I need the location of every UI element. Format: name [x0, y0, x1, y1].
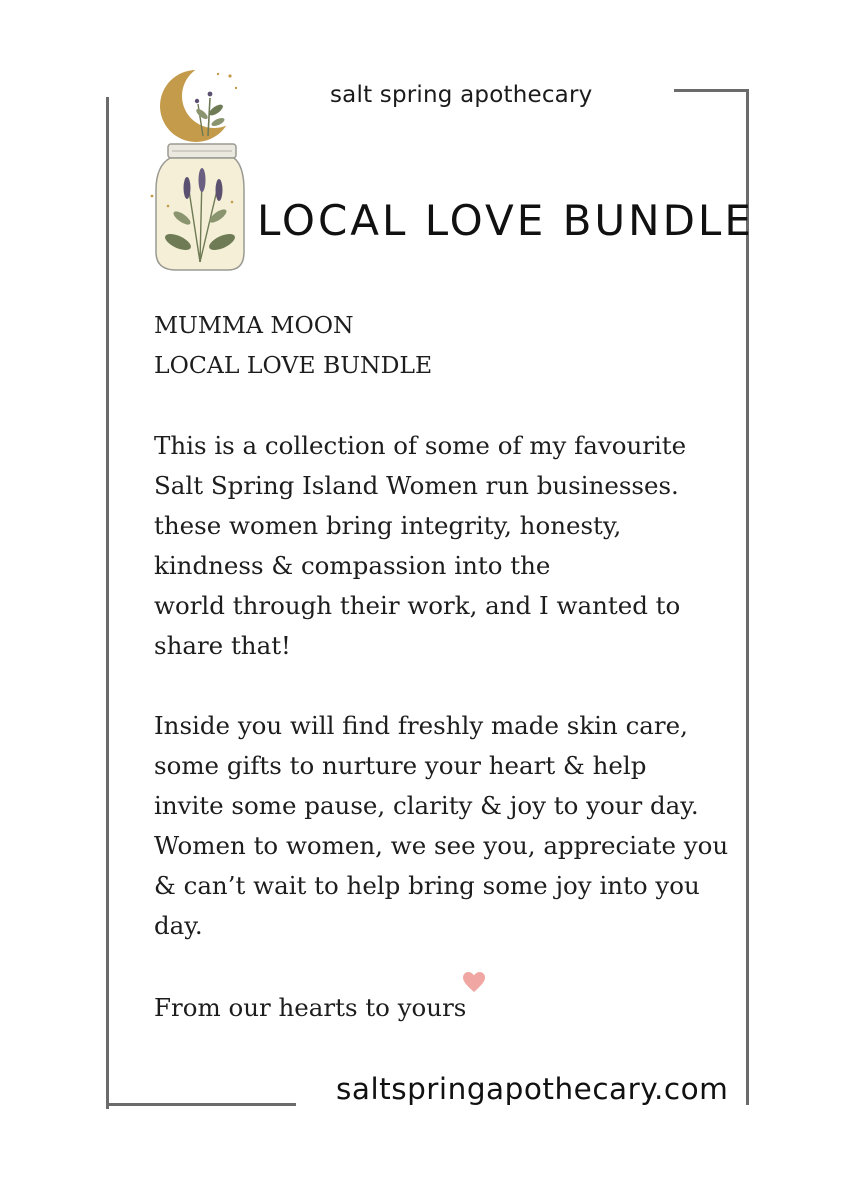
frame-left-line [106, 97, 109, 1109]
paragraph-contents [154, 706, 728, 946]
paragraph-line: & can’t wait to help bring some joy into you [154, 871, 700, 900]
frame-bottom-left-line [106, 1103, 296, 1106]
paragraph-line: invite some pause, clarity & joy to your day. [154, 791, 699, 820]
paragraph-line: Inside you will find freshly made skin care, [154, 711, 688, 740]
paragraph-line: these women bring integrity, honesty, [154, 511, 622, 540]
paragraph-line: day. [154, 911, 203, 940]
paragraph-line: world through their work, and I wanted to [154, 591, 681, 620]
website-url: saltspringapothecary.com [336, 1072, 729, 1106]
frame-top-right-line [674, 89, 749, 92]
paragraph-line: This is a collection of some of my favourite [154, 431, 687, 460]
paragraph-intro [154, 426, 686, 666]
paragraph-line: Salt Spring Island Women run businesses. [154, 471, 679, 500]
paragraph-line: some gifts to nurture your heart & help [154, 751, 647, 780]
brand-name: salt spring apothecary [330, 82, 593, 108]
moon-jar-lavender-icon [148, 66, 248, 276]
paragraph-line: share that! [154, 631, 291, 660]
heart-icon [462, 970, 486, 994]
subheading [154, 305, 432, 385]
subheading-line: MUMMA MOON [154, 311, 354, 339]
subheading-line: LOCAL LOVE BUNDLE [154, 351, 433, 379]
page-title: LOCAL LOVE BUNDLE [257, 196, 754, 245]
signoff: From our hearts to yours [154, 993, 467, 1022]
paragraph-line: Women to women, we see you, appreciate you [154, 831, 729, 860]
paragraph-line: kindness & compassion into the [154, 551, 551, 580]
